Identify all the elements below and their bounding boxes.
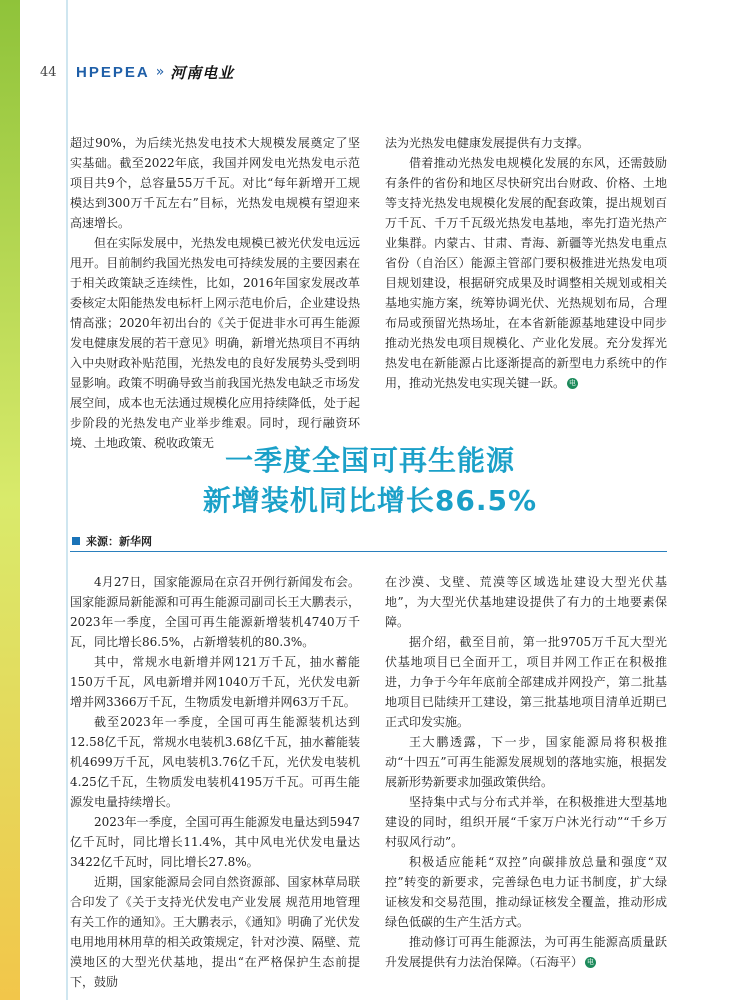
- article2-left-column: [70, 572, 360, 992]
- paragraph: 超过90%，为后续光热发电技术大规模发展奠定了坚实基础。截至2022年底，我国并网发电光热发电示范项目共9个，总容量55万千瓦。对比“每年新增开工规模达到300万千瓦左右”目标，光热发电规模有望迎来高速增长。: [70, 136, 360, 230]
- paragraph: 王大鹏透露，下一步，国家能源局将积极推动“十四五”可再生能源发展规划的落地实施，根据发展新形势新要求加强政策供给。: [385, 735, 667, 789]
- paragraph: 在沙漠、戈壁、荒漠等区域选址建设大型光伏基地”，为大型光伏基地建设提供了有力的土地要素保障。: [385, 575, 667, 629]
- gutter-line: [66, 0, 68, 1000]
- magazine-name: 河南电业: [170, 63, 235, 82]
- brand-logo: HPEPEA: [76, 63, 150, 81]
- paragraph: 4月27日，国家能源局在京召开例行新闻发布会。国家能源局新能源和可再生能源司副司长王大鹏表示，2023年一季度，全国可再生能源新增装机4740万千瓦，同比增长86.5%，占新增装机的80.3%。: [70, 575, 360, 649]
- article1-right-column: [385, 133, 667, 393]
- paragraph-text: 推动修订可再生能源法，为可再生能源高质量跃升发展提供有力法治保障。（石海平）: [385, 935, 667, 969]
- end-mark-icon: 电: [569, 379, 577, 387]
- source-square-icon: [72, 537, 80, 545]
- paragraph: 其中，常规水电新增并网121万千瓦，抽水蓄能150万千瓦，风电新增并网1040万千瓦，光伏发电新增并网3366万千瓦，生物质发电新增并网63万千瓦。: [70, 655, 360, 709]
- page-number: 44: [40, 64, 57, 80]
- page-header: [40, 58, 234, 86]
- paragraph: [385, 153, 667, 393]
- paragraph: 近期，国家能源局会同自然资源部、国家林草局联合印发了《关于支持光伏发电产业发展 规范用地管理有关工作的通知》。王大鹏表示，《通知》明确了光伏发电用地用林用草的相关政策规定，针对沙漠、隔壁、荒漠地区的大型光伏基地，提出“在严格保护生态前提下，鼓励: [70, 875, 360, 989]
- separator: »: [155, 64, 165, 80]
- article-title-line2: 新增装机同比增长86.5%: [202, 484, 538, 517]
- paragraph: 截至2023年一季度，全国可再生能源装机达到12.58亿千瓦，常规水电装机3.68亿千瓦，抽水蓄能装机4699万千瓦，风电装机3.76亿千瓦，光伏发电装机4.25亿千瓦，生物质发电装机4195万千瓦。可再生能源发电量持续增长。: [70, 715, 360, 809]
- paragraph: 2023年一季度，全国可再生能源发电量达到5947亿千瓦时，同比增长11.4%，其中风电光伏发电量达3422亿千瓦时，同比增长27.8%。: [70, 815, 360, 869]
- source-bar: [70, 531, 667, 552]
- end-mark-icon: 电: [587, 958, 595, 966]
- paragraph: 积极适应能耗“双控”向碳排放总量和强度“双控”转变的新要求，完善绿色电力证书制度，扩大绿证核发和交易范围，推动绿证核发全覆盖，推动形成绿色低碳的生产生活方式。: [385, 855, 667, 929]
- paragraph: 法为光热发电健康发展提供有力支撑。: [385, 136, 590, 150]
- page-edge-stripe: [0, 0, 20, 1000]
- article-title-line1: 一季度全国可再生能源: [224, 444, 515, 477]
- paragraph-text: 借着推动光热发电规模化发展的东风，还需鼓励有条件的省份和地区尽快研究出台财政、价格、土地等支持光热发电规模化发展的配套政策，提出规划百万千瓦、千万千瓦级光热发电基地，率先打造光热产业集群。内蒙古、甘肃、青海、新疆等光热发电重点省份（自治区）能源主管部门要积极推进光热发电项目规划建设，根据研究成果及时调整相关规划或相关基地实施方案，统筹协调光伏、光热规划布局，合理布局或预留光热场址，在本省新能源基地建设中同步推动光热发电项目规模化、产业化发展。充分发挥光热发电在新能源占比逐渐提高的新型电力系统中的作用，推动光热发电实现关键一跃。: [385, 156, 667, 390]
- paragraph: [385, 932, 667, 972]
- article1-left-column: [70, 133, 360, 453]
- article2-right-column: [385, 572, 667, 972]
- paragraph: 坚持集中式与分布式并举，在积极推进大型基地建设的同时，组织开展“千家万户沐光行动”“千乡万村驭风行动”。: [385, 795, 667, 849]
- source-label: 来源：新华网: [86, 535, 152, 548]
- paragraph: 但在实际发展中，光热发电规模已被光伏发电远远甩开。目前制约我国光热发电可持续发展的主要因素在于相关政策缺乏连续性，比如，2016年国家发展改革委核定太阳能热发电标杆上网示范电价后，企业建设热情高涨；2020年初出台的《关于促进非水可再生能源发电健康发展的若干意见》明确，新增光热项目不再纳入中央财政补贴范围，光热发电的良好发展势头受到明显影响。政策不明确导致当前我国光热发电缺乏市场发展空间，成本也无法通过规模化应用持续降低，处于起步阶段的光热发电产业举步维艰。同时，现行融资环境、土地政策、税收政策无: [70, 236, 360, 450]
- paragraph: 据介绍，截至目前，第一批9705万千瓦大型光伏基地项目已全面开工，项目并网工作正在积极推进，力争于今年年底前全部建成并网投产，第二批基地项目已陆续开工建设，第三批基地项目清单近期已正式印发实施。: [385, 635, 667, 729]
